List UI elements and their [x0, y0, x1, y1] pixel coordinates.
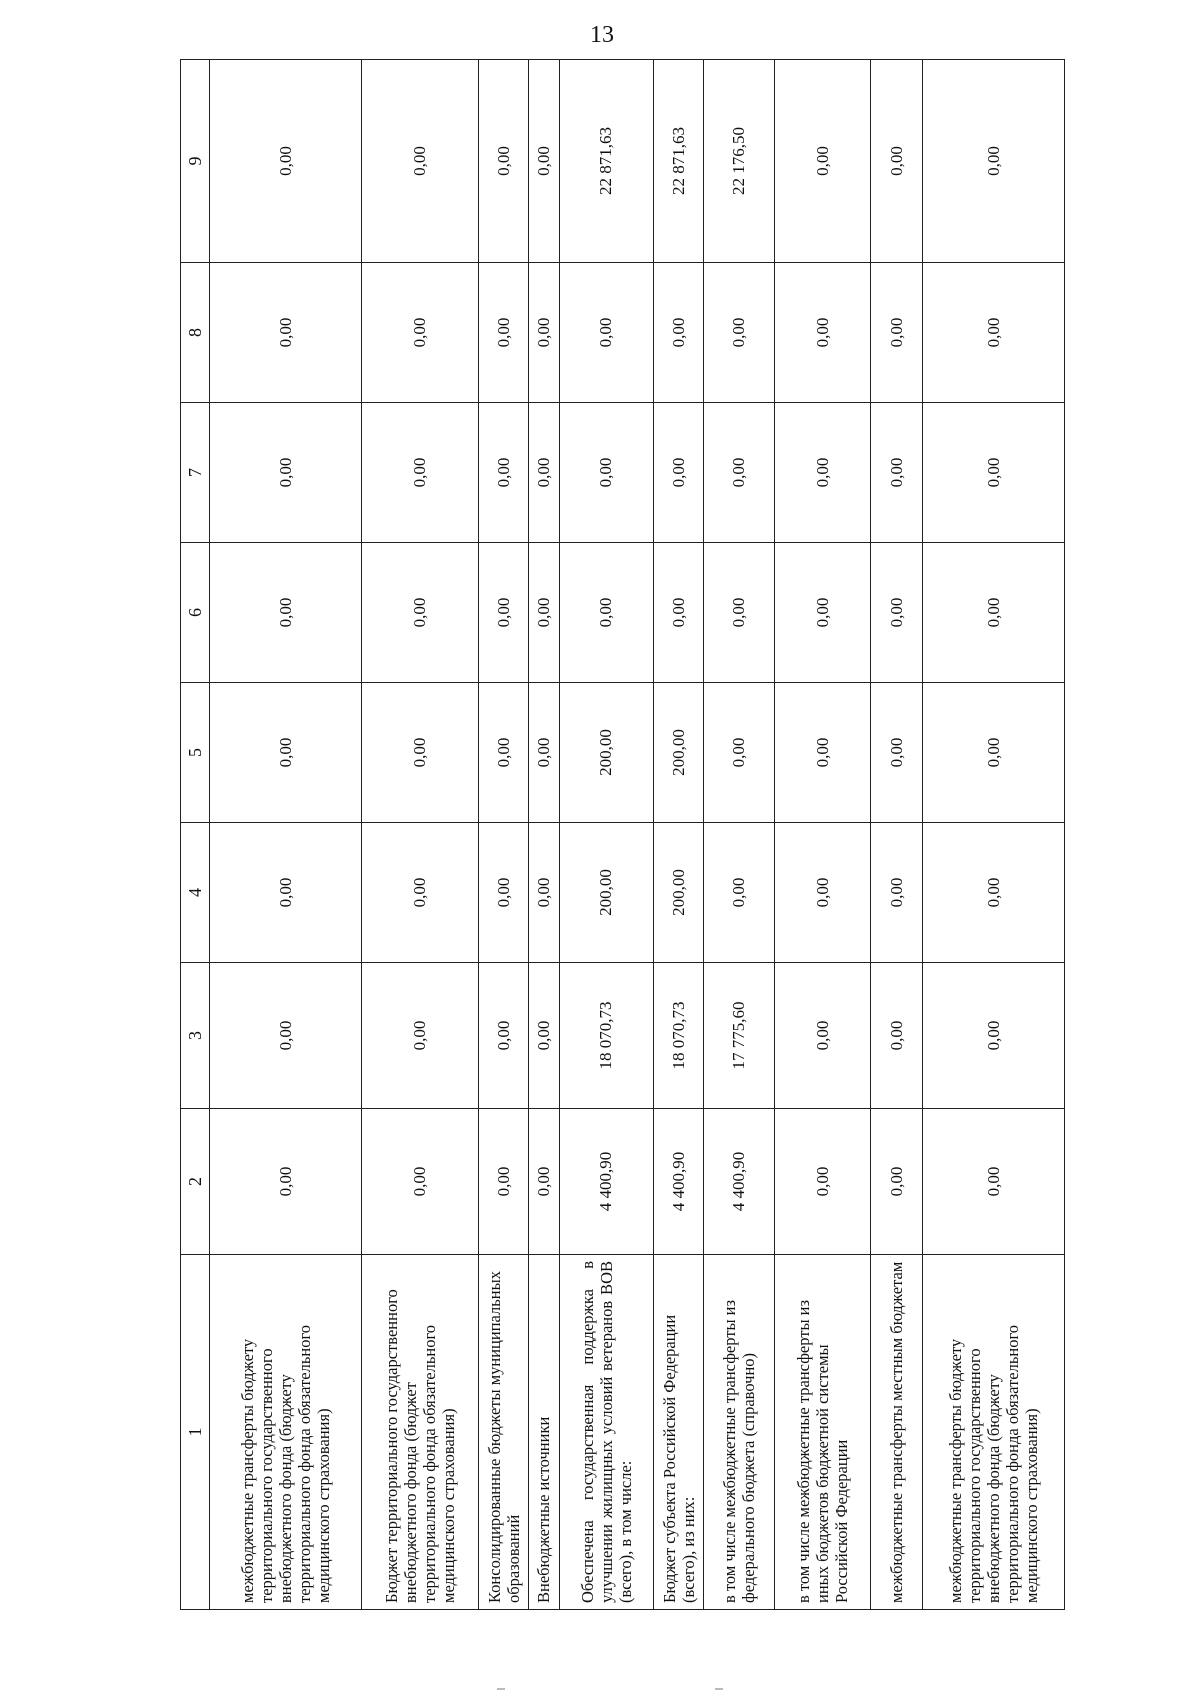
table-cell: 0,00 [362, 963, 479, 1109]
table-cell: 0,00 [210, 1109, 362, 1255]
table-cell: 0,00 [559, 543, 654, 683]
table-body [210, 60, 1065, 1610]
table-cell: 0,00 [529, 403, 559, 543]
column-header: 9 [181, 60, 210, 263]
table-cell: 0,00 [704, 823, 775, 963]
table-row [559, 60, 654, 1610]
table-cell: 0,00 [210, 403, 362, 543]
column-header: 1 [181, 1255, 210, 1610]
row-label: межбюджетные трансферты местным бюджетам [871, 1255, 923, 1610]
table-cell: 0,00 [923, 263, 1065, 403]
table-row [479, 60, 529, 1610]
row-label: межбюджетные трансферты бюджету территориального государственного внебюджетного фонда (бюджету территориального фонда обязательного медицинского страхования) [923, 1255, 1065, 1610]
table-cell: 4 400,90 [559, 1109, 654, 1255]
table-cell: 0,00 [479, 263, 529, 403]
table-cell: 0,00 [871, 963, 923, 1109]
table-cell: 0,00 [923, 543, 1065, 683]
row-label: в том числе межбюджетные трансферты из иных бюджетов бюджетной системы Российской Федерации [775, 1255, 871, 1610]
table-cell: 0,00 [210, 823, 362, 963]
table-cell: 0,00 [871, 683, 923, 823]
scan-mark [497, 1688, 505, 1690]
table-cell: 0,00 [362, 543, 479, 683]
row-label: Обеспечена государственная поддержка в улучшении жилищных условий ветеранов ВОВ (всего), в том числе: [559, 1255, 654, 1610]
table-cell: 0,00 [362, 823, 479, 963]
table-cell: 0,00 [362, 60, 479, 263]
table-cell: 0,00 [923, 403, 1065, 543]
table-cell: 0,00 [923, 683, 1065, 823]
table-row [654, 60, 704, 1610]
row-label: в том числе межбюджетные трансферты из федерального бюджета (справочно) [704, 1255, 775, 1610]
table-cell: 22 871,63 [559, 60, 654, 263]
table-cell: 0,00 [654, 403, 704, 543]
table-row [704, 60, 775, 1610]
table-cell: 0,00 [210, 963, 362, 1109]
column-header: 2 [181, 1109, 210, 1255]
table-cell: 0,00 [775, 1109, 871, 1255]
table-cell: 0,00 [871, 543, 923, 683]
table-cell: 0,00 [775, 683, 871, 823]
table-cell: 0,00 [559, 263, 654, 403]
table-cell: 200,00 [559, 683, 654, 823]
row-label: Консолидированные бюджеты муниципальных образований [479, 1255, 529, 1610]
table-cell: 0,00 [529, 963, 559, 1109]
table-cell: 0,00 [210, 543, 362, 683]
column-header: 7 [181, 403, 210, 543]
table-cell: 0,00 [362, 1109, 479, 1255]
column-header: 5 [181, 683, 210, 823]
table-cell: 0,00 [775, 263, 871, 403]
table-cell: 0,00 [871, 1109, 923, 1255]
rotated-table-container [180, 60, 1065, 1610]
table-cell: 0,00 [479, 963, 529, 1109]
table-cell: 0,00 [529, 683, 559, 823]
row-label: Бюджет территориального государственного внебюджетного фонда (бюджет территориального фонда обязательного медицинского страхования) [362, 1255, 479, 1610]
table-cell: 0,00 [479, 543, 529, 683]
row-label: Внебюджетные источники [529, 1255, 559, 1610]
table-cell: 0,00 [775, 823, 871, 963]
table-cell: 0,00 [210, 60, 362, 263]
table-cell: 200,00 [654, 823, 704, 963]
table-cell: 0,00 [529, 1109, 559, 1255]
table-cell: 0,00 [775, 543, 871, 683]
table-cell: 0,00 [529, 263, 559, 403]
page-number: 13 [590, 22, 614, 48]
table-cell: 0,00 [479, 683, 529, 823]
table-cell: 18 070,73 [654, 963, 704, 1109]
table-cell: 0,00 [775, 60, 871, 263]
table-cell: 0,00 [559, 403, 654, 543]
table-cell: 0,00 [775, 963, 871, 1109]
table-row [529, 60, 559, 1610]
table-cell: 0,00 [654, 543, 704, 683]
column-header: 4 [181, 823, 210, 963]
table-cell: 0,00 [210, 263, 362, 403]
table-cell: 0,00 [210, 683, 362, 823]
table-cell: 0,00 [479, 1109, 529, 1255]
table-cell: 200,00 [654, 683, 704, 823]
table-cell: 0,00 [704, 263, 775, 403]
table-cell: 0,00 [479, 403, 529, 543]
table-cell: 0,00 [529, 543, 559, 683]
funding-table [180, 59, 1065, 1610]
row-label: Бюджет субъекта Российской Федерации (всего), из них: [654, 1255, 704, 1610]
column-header: 8 [181, 263, 210, 403]
table-row [923, 60, 1065, 1610]
table-cell: 0,00 [479, 823, 529, 963]
table-cell: 0,00 [704, 543, 775, 683]
table-cell: 0,00 [923, 963, 1065, 1109]
table-cell: 18 070,73 [559, 963, 654, 1109]
table-cell: 0,00 [362, 263, 479, 403]
table-cell: 0,00 [362, 683, 479, 823]
table-cell: 200,00 [559, 823, 654, 963]
table-cell: 0,00 [529, 60, 559, 263]
table-cell: 0,00 [704, 403, 775, 543]
table-row [210, 60, 362, 1610]
row-label: межбюджетные трансферты бюджету территориального государственного внебюджетного фонда (бюджету территориального фонда обязательного медицинского страхования) [210, 1255, 362, 1610]
table-cell: 4 400,90 [654, 1109, 704, 1255]
table-row [775, 60, 871, 1610]
table-cell: 0,00 [479, 60, 529, 263]
table-cell: 0,00 [923, 1109, 1065, 1255]
table-cell: 0,00 [362, 403, 479, 543]
table-row [871, 60, 923, 1610]
column-header: 3 [181, 963, 210, 1109]
table-cell: 4 400,90 [704, 1109, 775, 1255]
scan-mark [715, 1688, 723, 1690]
table-cell: 0,00 [704, 683, 775, 823]
table-cell: 0,00 [871, 263, 923, 403]
column-header: 6 [181, 543, 210, 683]
table-cell: 0,00 [871, 403, 923, 543]
table-cell: 0,00 [529, 823, 559, 963]
table-cell: 0,00 [923, 823, 1065, 963]
table-cell: 0,00 [775, 403, 871, 543]
table-cell: 17 775,60 [704, 963, 775, 1109]
table-row [362, 60, 479, 1610]
table-cell: 22 871,63 [654, 60, 704, 263]
table-cell: 0,00 [654, 263, 704, 403]
table-cell: 0,00 [923, 60, 1065, 263]
table-header-row [181, 60, 210, 1610]
table-cell: 0,00 [871, 823, 923, 963]
table-cell: 22 176,50 [704, 60, 775, 263]
table-cell: 0,00 [871, 60, 923, 263]
